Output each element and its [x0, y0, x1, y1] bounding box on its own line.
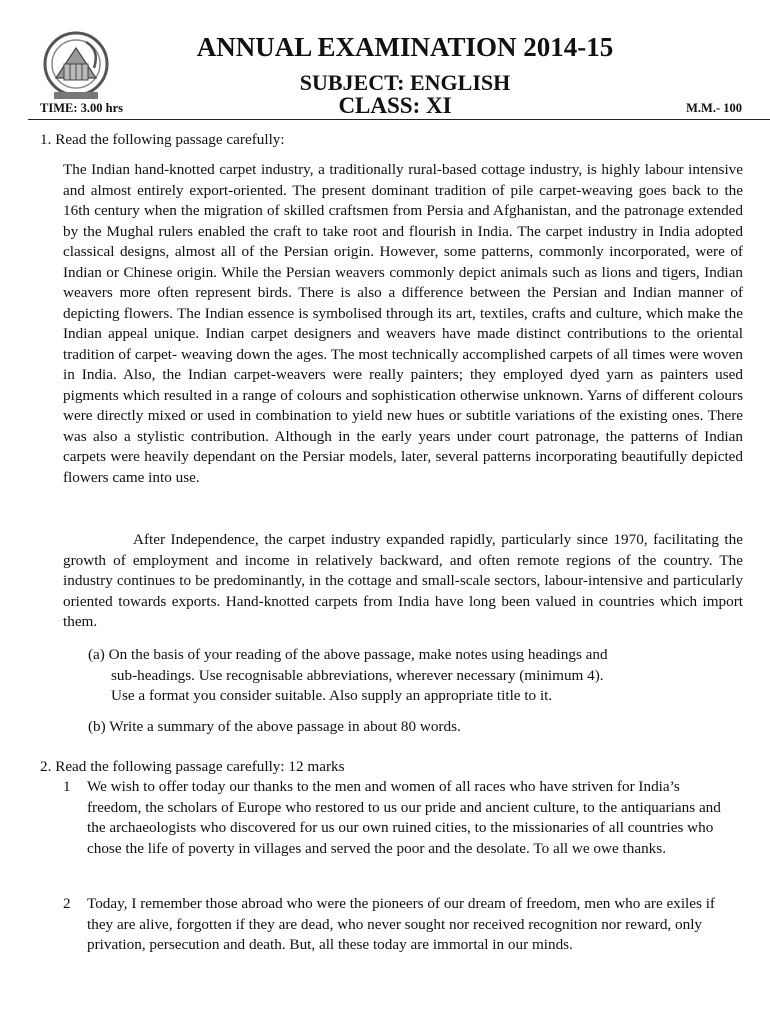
header-divider	[28, 119, 770, 120]
item-text: Today, I remember those abroad who were the pioneers of our dream of freedom, men who are exiles if they are alive, forgotten if they are dead, who never sought nor received recognition nor reward, only privation, persecution and death. But, all these today are immortal in our minds.	[87, 895, 715, 953]
max-marks: M.M.- 100	[686, 101, 742, 115]
question-1-heading: 1. Read the following passage carefully:	[40, 131, 285, 148]
part-a-line-1: (a) On the basis of your reading of the above passage, make notes using headings and	[88, 646, 608, 663]
exam-class: CLASS: XI	[338, 93, 452, 118]
passage-paragraph-2: After Independence, the carpet industry expanded rapidly, particularly since 1970, facilitating the growth of employment and income in relatively backward, and often remote regions of the country. The industry continues to be predominantly, in the cottage and small-scale sectors, labour-intensive and particularly oriented towards exports. Hand-knotted carpets from India have long been valued in countries which import them.	[63, 531, 743, 630]
exam-time: TIME: 3.00 hrs	[40, 101, 123, 115]
item-number: 2	[63, 895, 71, 912]
part-a-line-2: sub-headings. Use recognisable abbreviations, wherever necessary (minimum 4).	[111, 666, 604, 684]
passage-paragraph-1: The Indian hand-knotted carpet industry, a traditionally rural-based cottage industry, is highly labour intensive and almost entirely export-oriented. The present dominant tradition of pile carpet-weaving goes back to the 16th century when the migration of skilled craftsmen from Persia and Afghanistan, and the patronage extended by the Mughal rulers enabled the craft to take root and flourish in India. The carpet industry in India adopted classical designs, almost all of the Persian origin. However, some patterns, commonly incorporated, were of Indian or Chinese origin. While the Persian weavers commonly depict animals such as lions and tigers, Indian weavers more often represent birds. There is also a difference between the Persian and Indian manner of depicting flowers. The Indian essence is symbolised through its art, textiles, crafts and culture, which make the Indian appeal unique. Indian carpet designers and weavers have made distinct contributions to the oriental tradition of carpet- weaving down the ages. The most technically accomplished carpets of all times were woven in India. Also, the Indian carpet-weavers were really painters; they employed dyed yarn as painters used pigments which resulted in a range of colours and sophistication otherwise unknown. Yarns of different colours were directly mixed or used in combination to yield new hues or subtitle variations of the existing ones. There was also a stylistic contribution. Although in the early years under court patronage, the patterns of Indian carpets were heavily dependant on the Persiar models, later, several patterns incorporating beautifully depicted flowers came into use.	[63, 161, 743, 486]
question-2-heading: 2. Read the following passage carefully: 12 marks	[40, 758, 345, 775]
exam-title: ANNUAL EXAMINATION 2014-15	[196, 32, 614, 62]
item-number: 1	[63, 778, 71, 795]
question-1-part-a	[88, 645, 728, 707]
part-a-line-3: Use a format you consider suitable. Also supply an appropriate title to it.	[111, 687, 553, 704]
question-1-part-b: (b) Write a summary of the above passage in about 80 words.	[88, 718, 461, 735]
exam-subject: SUBJECT: ENGLISH	[299, 70, 511, 95]
item-text: We wish to offer today our thanks to the men and women of all races who have striven for India’s freedom, the scholars of Europe who restored to us our pride and ancient culture, to the antiquarians and the archaeologists who discovered for us our own ruined cities, to the missionaries of all countries who chose the life of poverty in villages and served the poor and the desolate. To all we owe thanks.	[87, 778, 721, 857]
